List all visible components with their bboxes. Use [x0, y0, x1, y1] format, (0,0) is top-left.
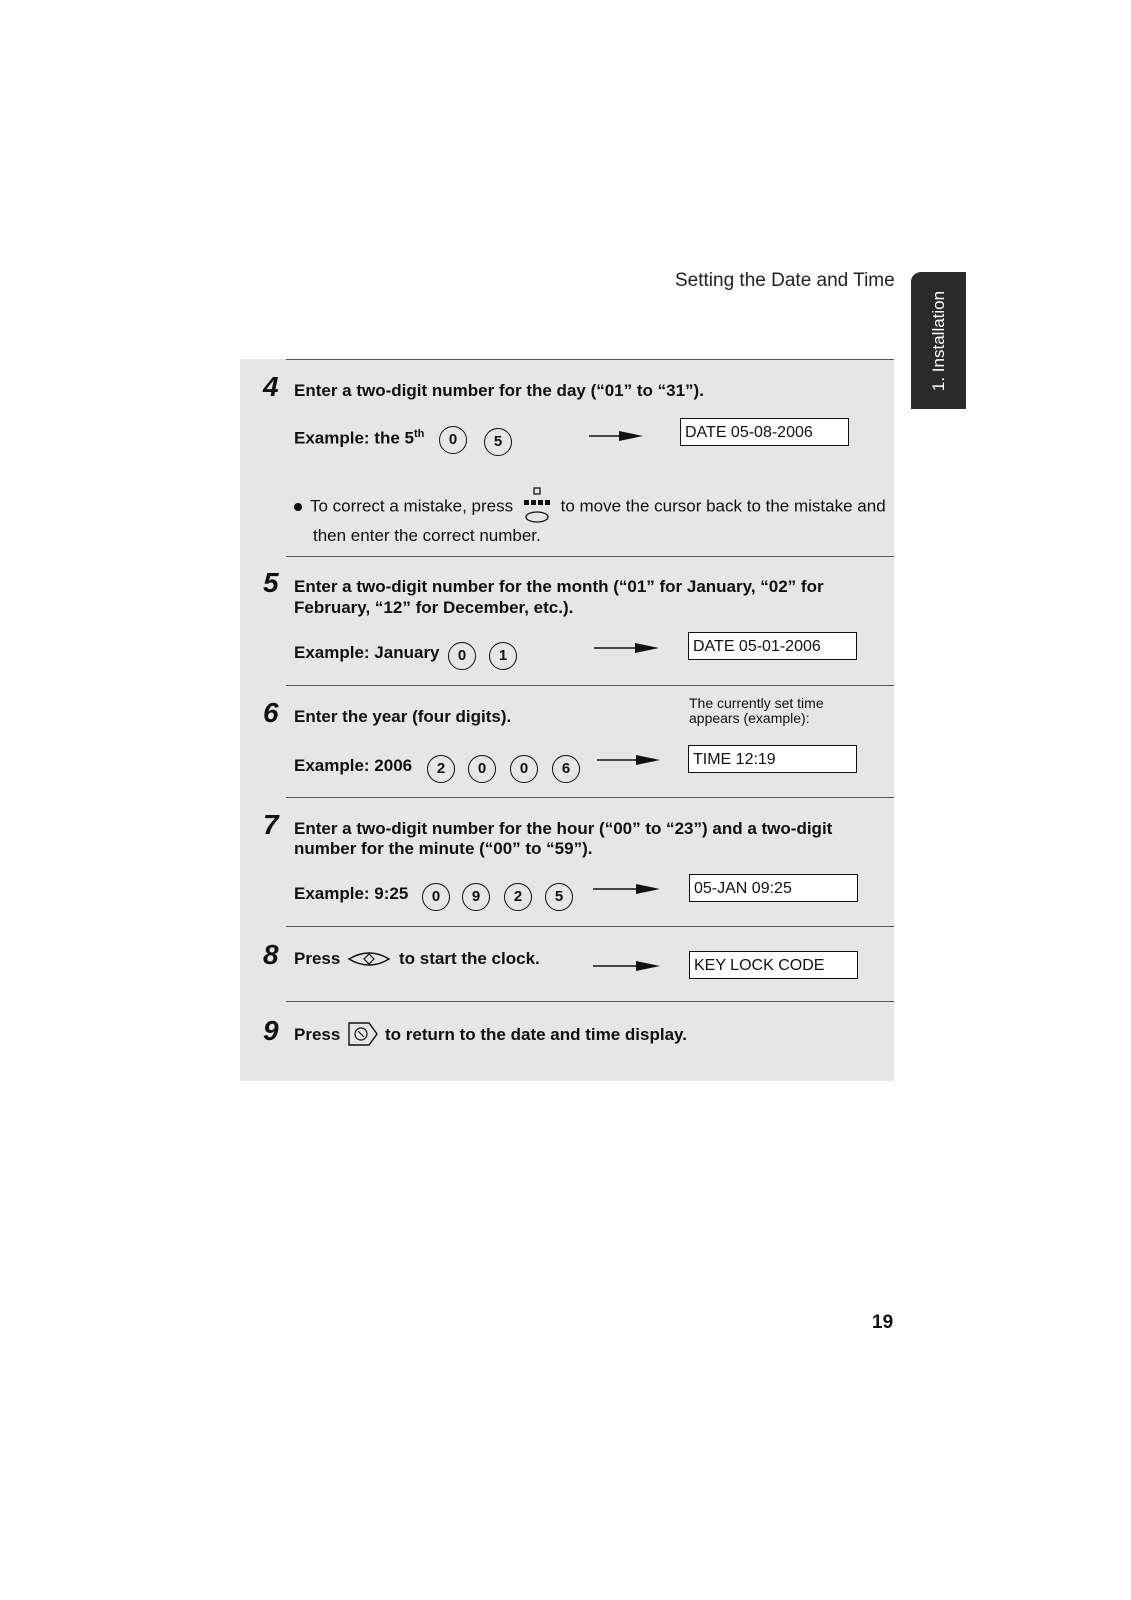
step-divider	[286, 556, 894, 557]
step-number: 4	[263, 371, 279, 402]
step-instruction-line2: number for the minute (“00” to “59”).	[294, 839, 593, 858]
step-instruction: to return to the date and time display.	[385, 1025, 687, 1044]
digit-key-5[interactable]: 5	[484, 428, 512, 456]
lcd-display: DATE 05-08-2006	[680, 418, 849, 446]
example-label: Example: January	[294, 643, 440, 662]
example-label: Example: 2006	[294, 756, 413, 775]
step-number: 7	[263, 809, 279, 840]
digit-key-2[interactable]: 2	[427, 755, 455, 783]
step-number: 5	[263, 567, 279, 598]
digit-key-1[interactable]: 1	[489, 642, 517, 670]
lcd-display: DATE 05-01-2006	[688, 632, 857, 660]
step-instruction: Enter the year (four digits).	[294, 707, 512, 726]
lcd-display: KEY LOCK CODE	[689, 951, 858, 979]
example-label	[294, 428, 424, 449]
step-divider	[286, 685, 894, 686]
step-divider	[286, 1001, 894, 1002]
digit-key-0[interactable]: 0	[448, 642, 476, 670]
arrow-icon	[593, 883, 660, 895]
digit-key-9[interactable]: 9	[462, 883, 490, 911]
digit-key-5[interactable]: 5	[545, 883, 573, 911]
display-note-line1: The currently set time	[689, 695, 824, 711]
arrow-icon	[593, 960, 660, 972]
lcd-display: TIME 12:19	[688, 745, 857, 773]
bullet-text-end: to move the cursor back to the mistake and	[560, 496, 886, 516]
digit-key-0[interactable]: 0	[422, 883, 450, 911]
digit-key-6[interactable]: 6	[552, 755, 580, 783]
step-number: 9	[263, 1015, 279, 1046]
lcd-display: 05-JAN 09:25	[689, 874, 858, 902]
step-instruction: to start the clock.	[399, 949, 540, 968]
digit-key-0[interactable]: 0	[510, 755, 538, 783]
section-tab	[911, 272, 966, 409]
instruction-panel	[240, 359, 894, 1081]
bullet-note-line2: then enter the correct number.	[313, 526, 541, 545]
example-superscript: th	[414, 428, 425, 440]
step-instruction-line2: February, “12” for December, etc.).	[294, 598, 574, 617]
bullet-icon	[294, 503, 302, 511]
digit-key-0[interactable]: 0	[468, 755, 496, 783]
step-divider	[286, 797, 894, 798]
stop-key-icon[interactable]	[347, 1021, 379, 1047]
press-label: Press	[294, 949, 341, 968]
step-number: 8	[263, 939, 279, 970]
bullet-text-start: To correct a mistake, press	[310, 496, 514, 516]
example-label-text: Example: the 5	[294, 428, 414, 448]
digit-key-0[interactable]: 0	[439, 426, 467, 454]
step-number: 6	[263, 697, 279, 728]
step-divider	[286, 926, 894, 927]
section-tab-label: 1. Installation	[928, 290, 948, 391]
press-label: Press	[294, 1025, 341, 1044]
bullet-note	[294, 487, 886, 527]
step-instruction-line1: Enter a two-digit number for the hour (“00” to “23”) and a two-digit	[294, 819, 833, 838]
start-key-icon[interactable]	[347, 949, 391, 969]
step-instruction: Enter a two-digit number for the day (“01” to “31”).	[294, 381, 704, 400]
step-instruction-line1: Enter a two-digit number for the month (“01” for January, “02” for	[294, 577, 824, 596]
example-label: Example: 9:25	[294, 884, 409, 903]
page-header-title: Setting the Date and Time	[675, 270, 895, 291]
page-number: 19	[872, 1312, 894, 1333]
cursor-left-key-icon[interactable]	[522, 487, 552, 527]
arrow-icon	[597, 754, 660, 766]
display-note-line2: appears (example):	[689, 710, 810, 726]
arrow-icon	[594, 642, 659, 654]
arrow-icon	[589, 430, 643, 442]
step-divider	[286, 359, 894, 360]
digit-key-2[interactable]: 2	[504, 883, 532, 911]
